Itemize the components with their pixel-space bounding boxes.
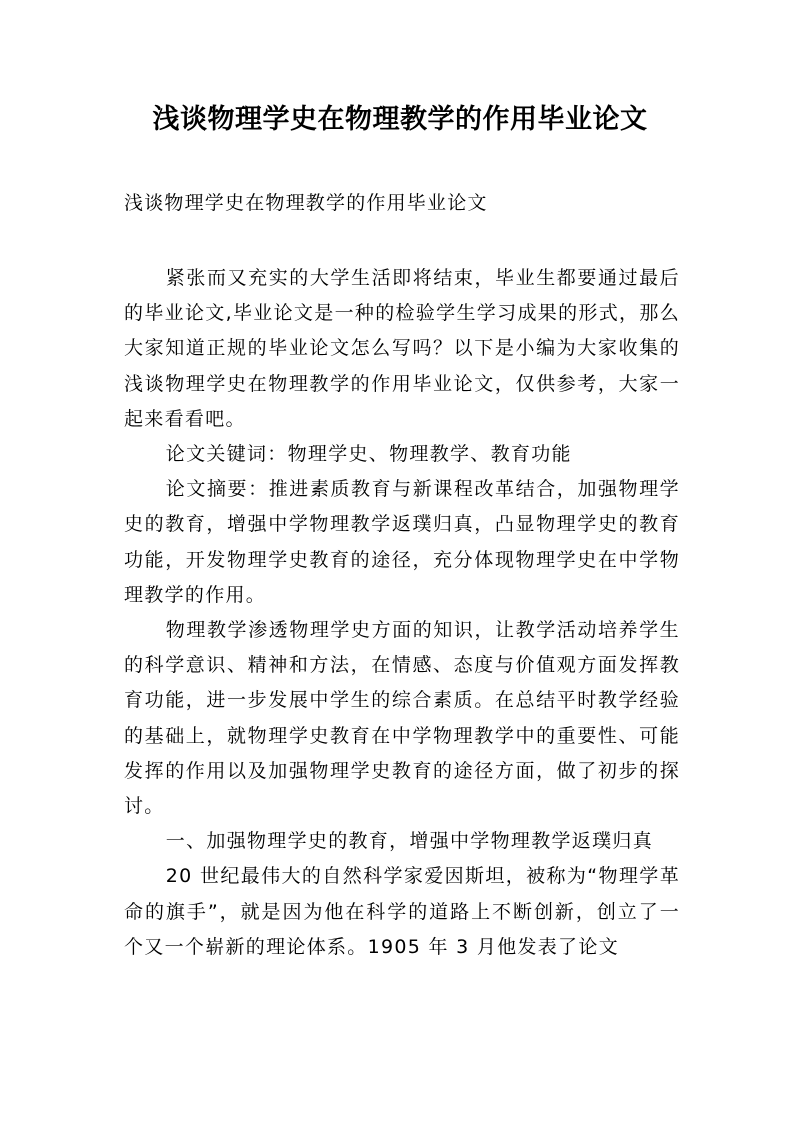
abstract-paragraph: 论文摘要：推进素质教育与新课程改革结合，加强物理学史的教育，增强中学物理教学返璞归真，凸显物理学史的教育功能，开发物理学史教育的途径，充分体现物理学史在中学物理教学的作用。 (124, 478, 680, 606)
keywords-paragraph: 论文关键词：物理学史、物理教学、教育功能 (165, 443, 572, 466)
intro-paragraph: 紧张而又充实的大学生活即将结束，毕业生都要通过最后的毕业论文,毕业论文是一种的检验学生学习成果的形式，那么大家知道正规的毕业论文怎么写吗？以下是小编为大家收集的浅谈物理学史在物理教学的作用毕业论文，仅供参考，大家一起来看看吧。 (124, 267, 680, 430)
section-heading: 一、加强物理学史的教育，增强中学物理教学返璞归真 (165, 830, 653, 853)
document-subtitle: 浅谈物理学史在物理教学的作用毕业论文 (124, 192, 488, 214)
body-paragraph: 物理教学渗透物理学史方面的知识，让教学活动培养学生的科学意识、精神和方法，在情感、态度与价值观方面发挥教育功能，进一步发展中学生的综合素质。在总结平时教学经验的基础上，就物理学史教育在中学物理教学中的重要性、可能发挥的作用以及加强物理学史教育的途径方面，做了初步的探讨。 (124, 619, 680, 818)
document-body (124, 261, 680, 965)
document-title: 浅谈物理学史在物理教学的作用毕业论文 (152, 104, 648, 135)
body-paragraph: 20 世纪最伟大的自然科学家爱因斯坦，被称为“物理学革命的旗手”，就是因为他在科学的道路上不断创新，创立了一个又一个崭新的理论体系。1905 年 3 月他发表了论文 (124, 865, 680, 958)
